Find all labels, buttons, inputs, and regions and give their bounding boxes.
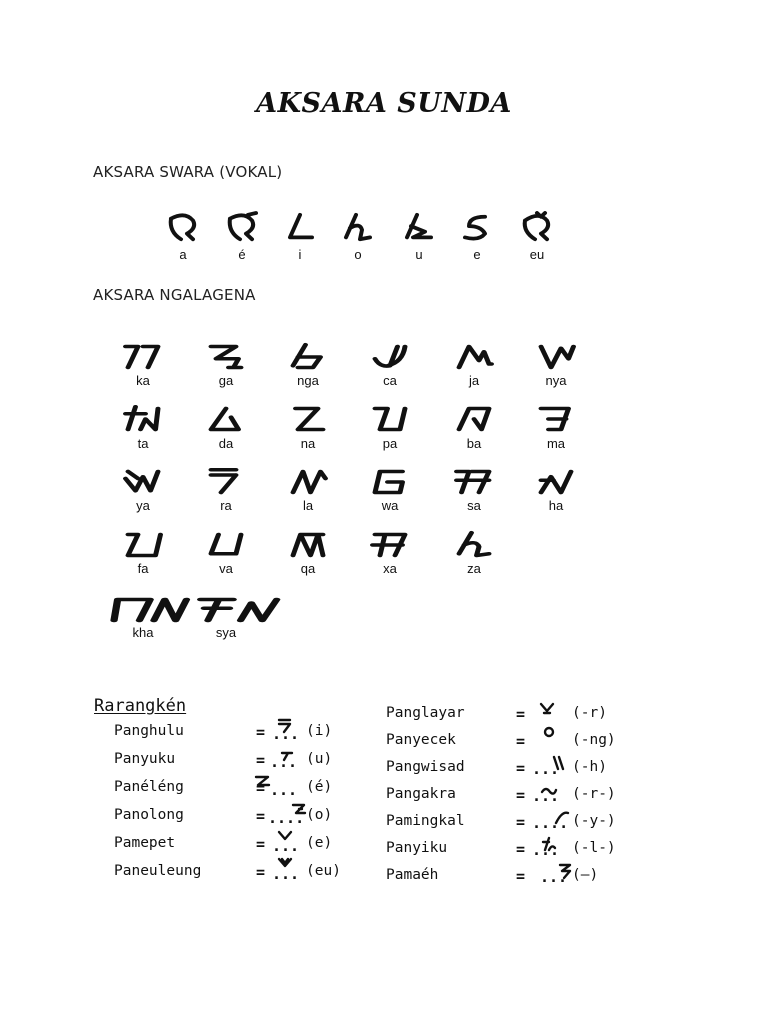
rarangken-name-left-4: Panolong bbox=[114, 807, 184, 823]
ngalagena-label-sya: sya bbox=[215, 625, 237, 640]
ngalagena-label-qa: qa bbox=[300, 561, 316, 576]
rarangken-equals-left-6: = bbox=[256, 863, 266, 881]
rarangken-value-left-4: (o) bbox=[306, 807, 333, 823]
rarangken-equals-right-2: = bbox=[516, 732, 526, 750]
rarangken-equals-left-4: = bbox=[256, 807, 266, 825]
rarangken-dots-left-3: ... bbox=[270, 781, 298, 799]
rarangken-name-left-5: Pamepet bbox=[114, 835, 176, 851]
ngalagena-label-ta: ta bbox=[137, 436, 149, 451]
ngalagena-glyph-ra bbox=[206, 468, 246, 496]
ngalagena-glyph-ta bbox=[123, 405, 163, 433]
ngalagena-glyph-sa bbox=[454, 468, 494, 496]
rarangken-value-right-3: (-h) bbox=[572, 759, 607, 775]
swara-label-5: u bbox=[415, 247, 423, 262]
swara-glyph-1 bbox=[167, 213, 199, 243]
rarangken-equals-left-3: = bbox=[256, 779, 266, 797]
ngalagena-glyph-ja bbox=[454, 343, 494, 371]
ngalagena-glyph-ga bbox=[206, 343, 246, 371]
rarangken-value-left-1: (i) bbox=[306, 723, 333, 739]
ngalagena-label-ca: ca bbox=[383, 373, 397, 388]
rarangken-dots-left-1: ... bbox=[272, 725, 300, 743]
rarangken-name-right-7: Pamaéh bbox=[386, 867, 439, 883]
rarangken-dots-left-2: ... bbox=[270, 753, 298, 771]
swara-label-6: e bbox=[473, 247, 481, 262]
rarangken-heading: Rarangkén bbox=[94, 696, 187, 716]
rarangken-value-right-2: (-ng) bbox=[572, 732, 616, 748]
ngalagena-label-nga: nga bbox=[297, 373, 319, 388]
swara-glyph-5 bbox=[403, 213, 435, 243]
rarangken-equals-right-3: = bbox=[516, 759, 526, 777]
ngalagena-label-va: va bbox=[219, 561, 233, 576]
ngalagena-glyph-nya bbox=[536, 343, 576, 371]
swara-glyph-6 bbox=[461, 213, 493, 243]
ngalagena-label-nya: nya bbox=[545, 373, 567, 388]
rarangken-equals-left-5: = bbox=[256, 835, 266, 853]
rarangken-name-left-1: Panghulu bbox=[114, 723, 184, 739]
rarangken-equals-left-1: = bbox=[256, 723, 266, 741]
rarangken-equals-left-2: = bbox=[256, 751, 266, 769]
rarangken-name-right-4: Pangakra bbox=[386, 786, 456, 802]
rarangken-dots-right-5: .... bbox=[532, 814, 569, 832]
swara-heading: AKSARA SWARA (VOKAL) bbox=[93, 163, 283, 181]
ngalagena-label-fa: fa bbox=[137, 561, 149, 576]
ngalagena-glyph-la bbox=[288, 468, 328, 496]
rarangken-value-left-3: (é) bbox=[306, 779, 333, 795]
rarangken-sign-right-1-icon bbox=[538, 701, 556, 717]
ngalagena-label-wa: wa bbox=[381, 498, 399, 513]
ngalagena-glyph-ma bbox=[536, 405, 576, 433]
rarangken-dots-right-7: ... bbox=[540, 868, 568, 886]
ngalagena-glyph-sya bbox=[197, 596, 255, 624]
ngalagena-label-ma: ma bbox=[546, 436, 566, 451]
rarangken-sign-right-2-icon bbox=[540, 728, 558, 744]
ngalagena-label-la: la bbox=[302, 498, 314, 513]
rarangken-equals-right-5: = bbox=[516, 813, 526, 831]
rarangken-name-left-3: Panéléng bbox=[114, 779, 184, 795]
rarangken-equals-right-1: = bbox=[516, 705, 526, 723]
swara-label-7: eu bbox=[529, 247, 545, 262]
rarangken-name-right-1: Panglayar bbox=[386, 705, 465, 721]
rarangken-equals-right-7: = bbox=[516, 867, 526, 885]
swara-glyph-7 bbox=[521, 213, 553, 243]
rarangken-name-right-3: Pangwisad bbox=[386, 759, 465, 775]
rarangken-value-right-6: (-l-) bbox=[572, 840, 616, 856]
ngalagena-glyph-ba bbox=[454, 405, 494, 433]
rarangken-dots-left-6: ... bbox=[272, 865, 300, 883]
rarangken-value-right-5: (-y-) bbox=[572, 813, 616, 829]
ngalagena-glyph-kha bbox=[114, 596, 172, 624]
ngalagena-glyph-ha bbox=[536, 468, 576, 496]
ngalagena-label-da: da bbox=[218, 436, 234, 451]
ngalagena-glyph-qa bbox=[288, 531, 328, 559]
ngalagena-glyph-na bbox=[288, 405, 328, 433]
rarangken-value-left-5: (e) bbox=[306, 835, 333, 851]
ngalagena-glyph-fa bbox=[123, 531, 163, 559]
swara-glyph-2 bbox=[226, 213, 258, 243]
rarangken-name-right-6: Panyiku bbox=[386, 840, 448, 856]
rarangken-name-right-2: Panyecek bbox=[386, 732, 456, 748]
rarangken-dots-left-5: ... bbox=[272, 837, 300, 855]
ngalagena-label-za: za bbox=[467, 561, 481, 576]
rarangken-equals-right-6: = bbox=[516, 840, 526, 858]
ngalagena-glyph-za bbox=[454, 531, 494, 559]
swara-glyph-4 bbox=[342, 213, 374, 243]
rarangken-value-left-2: (u) bbox=[306, 751, 333, 767]
rarangken-dots-right-6: ... bbox=[532, 841, 560, 859]
rarangken-dots-right-3: ... bbox=[532, 760, 560, 778]
rarangken-value-right-4: (-r-) bbox=[572, 786, 616, 802]
ngalagena-label-ha: ha bbox=[548, 498, 564, 513]
ngalagena-label-kha: kha bbox=[132, 625, 154, 640]
ngalagena-label-ka: ka bbox=[136, 373, 150, 388]
swara-label-3: i bbox=[298, 247, 302, 262]
rarangken-name-left-6: Paneuleung bbox=[114, 863, 202, 879]
ngalagena-glyph-pa bbox=[370, 405, 410, 433]
ngalagena-glyph-da bbox=[206, 405, 246, 433]
page-title: AKSARA SUNDA bbox=[256, 88, 512, 119]
ngalagena-label-ya: ya bbox=[136, 498, 150, 513]
ngalagena-label-ba: ba bbox=[466, 436, 482, 451]
ngalagena-heading: AKSARA NGALAGENA bbox=[93, 286, 256, 304]
rarangken-equals-right-4: = bbox=[516, 786, 526, 804]
rarangken-value-right-1: (-r) bbox=[572, 705, 607, 721]
ngalagena-label-na: na bbox=[300, 436, 316, 451]
rarangken-dots-right-4: ... bbox=[532, 787, 560, 805]
ngalagena-glyph-wa bbox=[370, 468, 410, 496]
ngalagena-glyph-ca bbox=[370, 343, 410, 371]
swara-label-2: é bbox=[238, 247, 246, 262]
ngalagena-glyph-ka bbox=[123, 343, 163, 371]
rarangken-value-right-7: (—) bbox=[572, 867, 599, 883]
rarangken-name-left-2: Panyuku bbox=[114, 751, 176, 767]
ngalagena-glyph-xa bbox=[370, 531, 410, 559]
ngalagena-glyph-nga bbox=[288, 343, 328, 371]
swara-label-4: o bbox=[354, 247, 362, 262]
ngalagena-label-ja: ja bbox=[468, 373, 480, 388]
ngalagena-label-xa: xa bbox=[383, 561, 397, 576]
ngalagena-label-pa: pa bbox=[382, 436, 398, 451]
ngalagena-label-ga: ga bbox=[218, 373, 234, 388]
rarangken-dots-left-4: .... bbox=[268, 809, 305, 827]
swara-label-1: a bbox=[179, 247, 187, 262]
ngalagena-label-sa: sa bbox=[467, 498, 481, 513]
rarangken-name-right-5: Pamingkal bbox=[386, 813, 465, 829]
swara-glyph-3 bbox=[284, 213, 316, 243]
rarangken-value-left-6: (eu) bbox=[306, 863, 341, 879]
ngalagena-label-ra: ra bbox=[220, 498, 232, 513]
ngalagena-glyph-ya bbox=[123, 468, 163, 496]
ngalagena-glyph-va bbox=[206, 531, 246, 559]
